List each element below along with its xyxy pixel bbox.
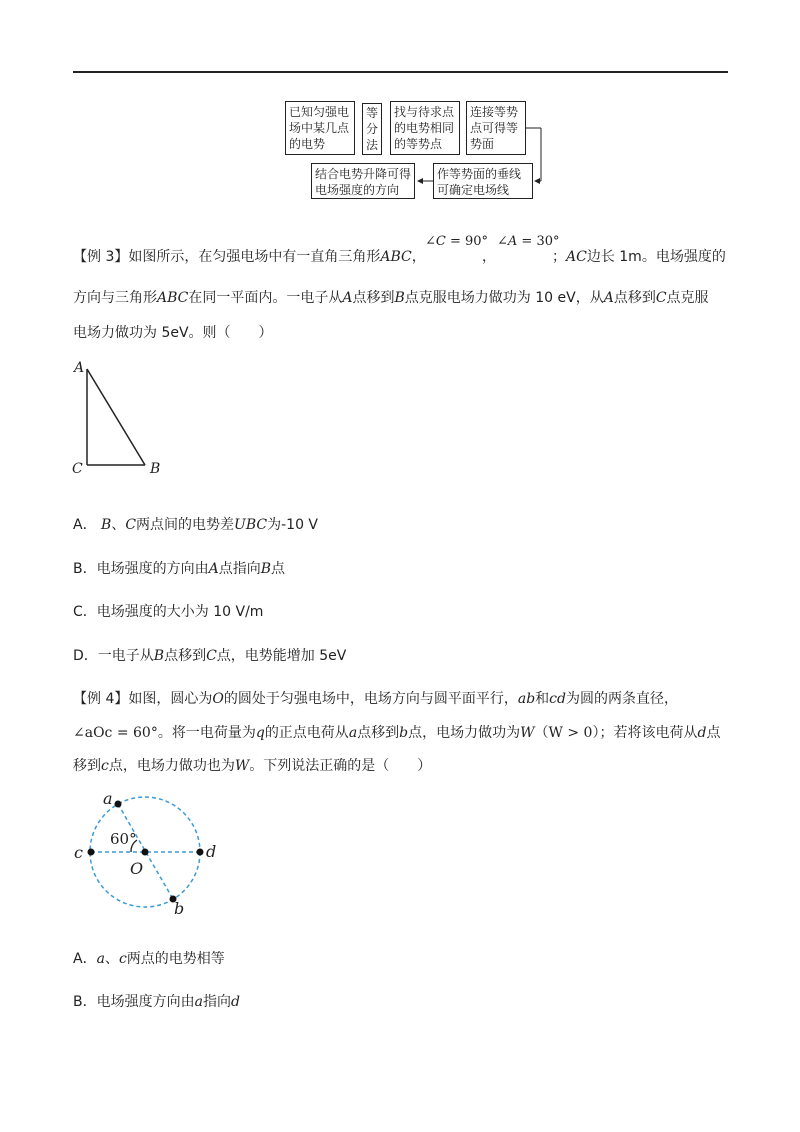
math-var: B <box>101 517 112 533</box>
flow-text: 等 <box>365 106 378 120</box>
math-var: d <box>697 725 707 741</box>
text: 方向与三角形 <box>73 290 157 306</box>
flow-text: 找与待求点 <box>394 105 455 119</box>
text: D．一电子从 <box>73 648 154 664</box>
math-var: d <box>230 994 240 1010</box>
flow-text: 势面 <box>470 137 495 151</box>
text: 点移到 <box>164 648 207 664</box>
math-var: A <box>603 290 614 306</box>
text: 和 <box>535 691 550 707</box>
example-tag: 【例 4】 <box>73 691 129 707</box>
math-var: O <box>212 691 224 707</box>
text: 两点的电势相等 <box>126 951 225 967</box>
math-var: UBC <box>234 517 268 533</box>
angle-a-formula: ∠A = 30° <box>497 234 560 249</box>
text: 点，电场力做功为 <box>408 725 521 741</box>
text: 为-10 V <box>267 517 319 533</box>
math-var: ABC <box>380 249 412 265</box>
text: 两点间的电势差 <box>136 517 235 533</box>
text: 指向 <box>202 994 231 1010</box>
angle-formula: ∠aOc = 60° <box>73 725 158 741</box>
math-var: A <box>208 561 219 577</box>
math-var: ABC <box>157 290 189 306</box>
text: 点移到 <box>352 290 395 306</box>
flow-text: 连接等势 <box>470 105 519 119</box>
comma: ， <box>482 249 496 265</box>
math-var: A <box>342 290 353 306</box>
math-var: a <box>348 725 358 741</box>
point-label-b: b <box>174 899 185 918</box>
text: 为圆的两条直径， <box>565 691 678 707</box>
condition-formula: （W > 0） <box>534 725 600 741</box>
math-var: C <box>125 517 137 533</box>
text: 的圆处于匀强电场中，电场方向与圆平面平行， <box>223 691 518 707</box>
math-var: W <box>234 758 250 774</box>
flow-text: 作等势面的垂线 <box>437 167 522 181</box>
text: 、 <box>111 517 126 533</box>
text: ；若将该电荷从 <box>599 725 698 741</box>
flow-text: 分 <box>365 122 378 136</box>
math-var: C <box>655 290 667 306</box>
text: 点 <box>271 561 286 577</box>
flow-text: 的电势相同 <box>394 121 455 135</box>
ex3-line-1-end: ；AC边长 1m。电场强度的 <box>552 249 726 265</box>
point-o <box>142 849 149 856</box>
flow-text: 可确定电场线 <box>437 183 510 197</box>
text: B．电场强度方向由 <box>73 994 195 1010</box>
math-var: AC <box>566 249 587 265</box>
math-var: c <box>101 758 109 774</box>
text: 移到 <box>73 758 101 774</box>
text: 点移到 <box>357 725 400 741</box>
ex3-line-1: 【例 3】如图所示，在匀强电场中有一直角三角形ABC， <box>73 249 426 265</box>
flow-text: 场中某几点 <box>289 121 350 135</box>
text: 。下列说法正确的是（ ） <box>249 758 432 774</box>
point-c <box>88 849 95 856</box>
text: 点克服电场力做功为 10 eV，从 <box>404 290 604 306</box>
angle-label: 60° <box>110 830 137 848</box>
text: 如图，圆心为 <box>128 691 213 707</box>
vertex-label-c: C <box>72 461 83 477</box>
example-tag: 【例 3】 <box>73 249 129 265</box>
point-label-d: d <box>206 842 217 861</box>
math-var: q <box>255 725 265 741</box>
text: 点 <box>706 725 721 741</box>
ex4-option-b <box>73 991 240 1011</box>
math-var: cd <box>549 691 566 707</box>
text: 点移到 <box>613 290 656 306</box>
math-var: W <box>520 725 535 741</box>
flow-text: 已知匀强电 <box>289 105 350 119</box>
text: A． <box>73 517 97 533</box>
flow-text: 的等势点 <box>394 137 443 151</box>
math-var: B <box>260 561 272 577</box>
math-var: c <box>118 951 127 967</box>
text: 点，电场力做功也为 <box>108 758 235 774</box>
vertex-label-a: A <box>74 360 85 376</box>
point-a <box>115 801 122 808</box>
text: 。将一电荷量为 <box>157 725 256 741</box>
math-var: b <box>399 725 409 741</box>
math-var: B <box>394 290 405 306</box>
math-var: a <box>96 951 105 967</box>
text: 点克服 <box>666 290 709 306</box>
point-label-o: O <box>130 859 144 878</box>
text: 在同一平面内。一电子从 <box>188 290 343 306</box>
flow-text: 结合电势升降可得 <box>315 167 412 181</box>
point-d <box>197 849 204 856</box>
flow-text: 法 <box>365 138 378 152</box>
flow-text: 电场强度的方向 <box>315 183 400 197</box>
ex4-option-a <box>73 948 225 968</box>
point-label-a: a <box>103 789 113 808</box>
angle-c-formula: ∠C = 90° <box>425 234 489 249</box>
text: 、 <box>104 951 119 967</box>
flow-text: 点可得等 <box>470 121 519 135</box>
vertex-label-b: B <box>150 461 161 477</box>
flow-text: 的电势 <box>289 137 326 151</box>
math-var: ab <box>517 691 536 707</box>
text: 如图所示，在匀强电场中有一直角三角形 <box>128 249 381 265</box>
text: B．电场强度的方向由 <box>73 561 209 577</box>
point-label-c: c <box>74 843 83 862</box>
math-var: a <box>194 994 203 1010</box>
text: C．电场强度的大小为 10 V/m <box>73 604 264 620</box>
text: 点指向 <box>218 561 261 577</box>
math-var: C <box>206 648 217 664</box>
text: 电场力做功为 5eV。则（ ） <box>73 325 273 341</box>
text: A． <box>73 951 97 967</box>
math-var: B <box>153 648 165 664</box>
text: 的正点电荷从 <box>264 725 349 741</box>
text: 点，电势能增加 5eV <box>216 648 347 664</box>
text: 边长 1m。电场强度的 <box>586 249 726 265</box>
